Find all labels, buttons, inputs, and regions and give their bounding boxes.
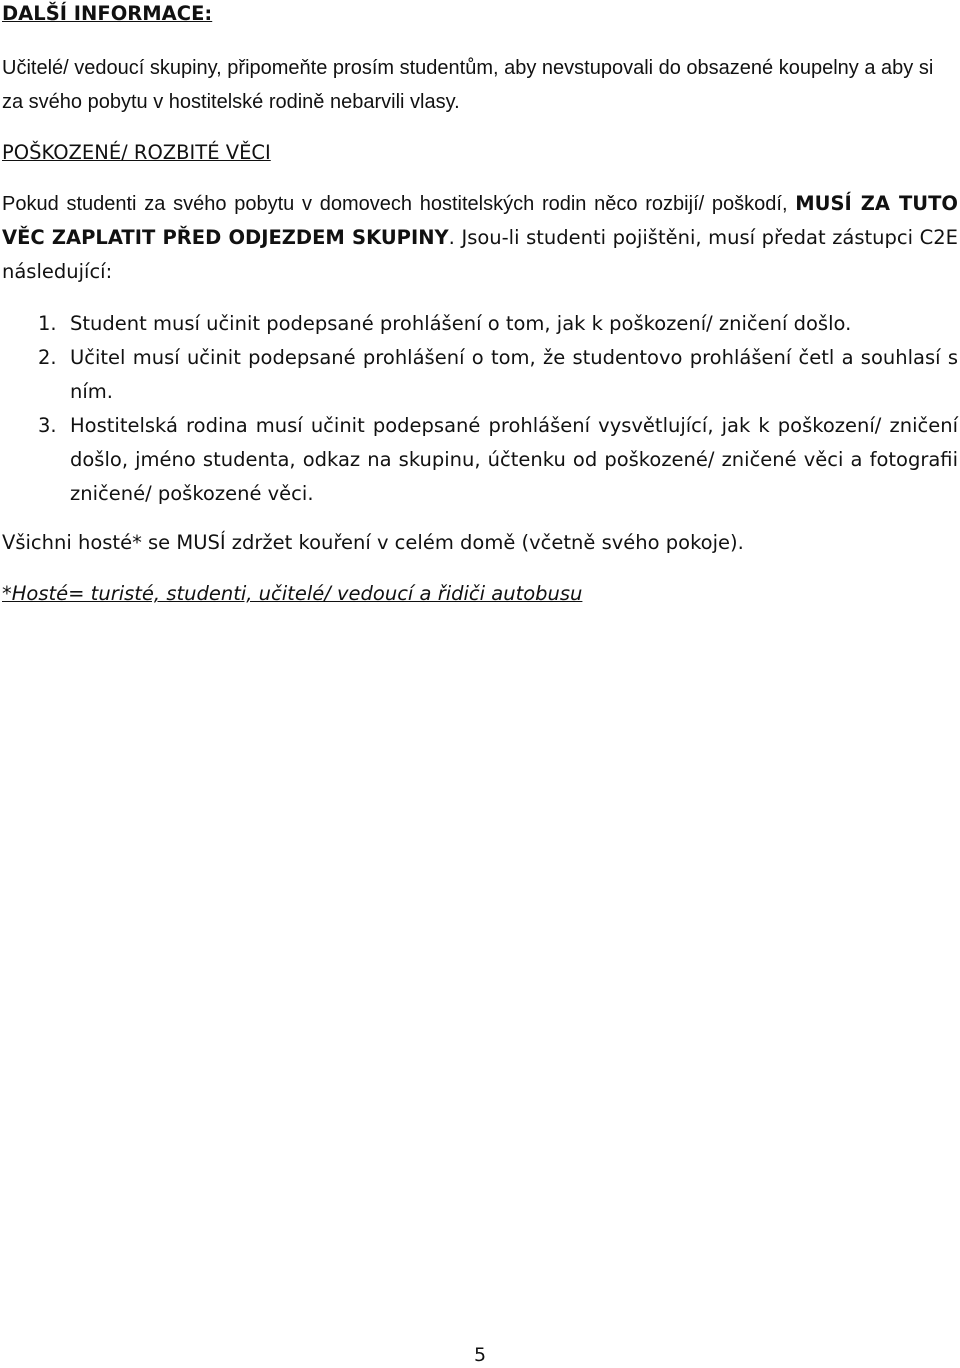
smoking-rule: Všichni hosté* se MUSÍ zdržet kouření v celém domě (včetně svého pokoje). [2, 531, 744, 554]
guests-footnote: *Hosté= turisté, studenti, učitelé/ vedoucí a řidiči autobusu [2, 582, 583, 605]
list-item-number: 1. [38, 312, 57, 335]
intro-tail-text: . Jsou-li studenti pojištěni, musí předat zástupci C2E následující: [2, 226, 958, 283]
list-item [2, 307, 958, 341]
list-item [2, 341, 958, 409]
list-item-text: Hostitelská rodina musí učinit podepsané prohlášení vysvětlující, jak k poškození/ zničení došlo, jméno studenta, odkaz na skupinu, účtenku od poškozené/ zničené věci a fotografii zničené/ poškozené věci. [70, 414, 958, 505]
damaged-items-intro [2, 187, 958, 289]
intro-plain-text: Pokud studenti za svého pobytu v domovech hostitelských rodin něco rozbijí/ poškodí, [2, 193, 796, 215]
section-heading-damaged-items: POŠKOZENÉ/ ROZBITÉ VĚCI [2, 141, 271, 164]
list-item [2, 409, 958, 511]
list-item-text: Učitel musí učinit podepsané prohlášení o tom, že studentovo prohlášení četl a souhlasí s ním. [70, 346, 958, 403]
intro-emphasis-text: MUSÍ ZA TUTO VĚC ZAPLATIT PŘED ODJEZDEM SKUPINY [2, 192, 958, 249]
list-item-number: 3. [38, 414, 57, 437]
damage-procedure-list [2, 307, 958, 511]
page-number: 5 [473, 1344, 487, 1366]
list-item-number: 2. [38, 346, 57, 369]
list-item-text: Student musí učinit podepsané prohlášení o tom, jak k poškození/ zničení došlo. [70, 312, 852, 335]
section-heading-additional-info: DALŠÍ INFORMACE: [2, 2, 213, 25]
additional-info-paragraph: Učitelé/ vedoucí skupiny, připomeňte prosím studentům, aby nevstupovali do obsazené koupelny a aby si za svého pobytu v hostitelské rodině nebarvili vlasy. [2, 57, 934, 113]
